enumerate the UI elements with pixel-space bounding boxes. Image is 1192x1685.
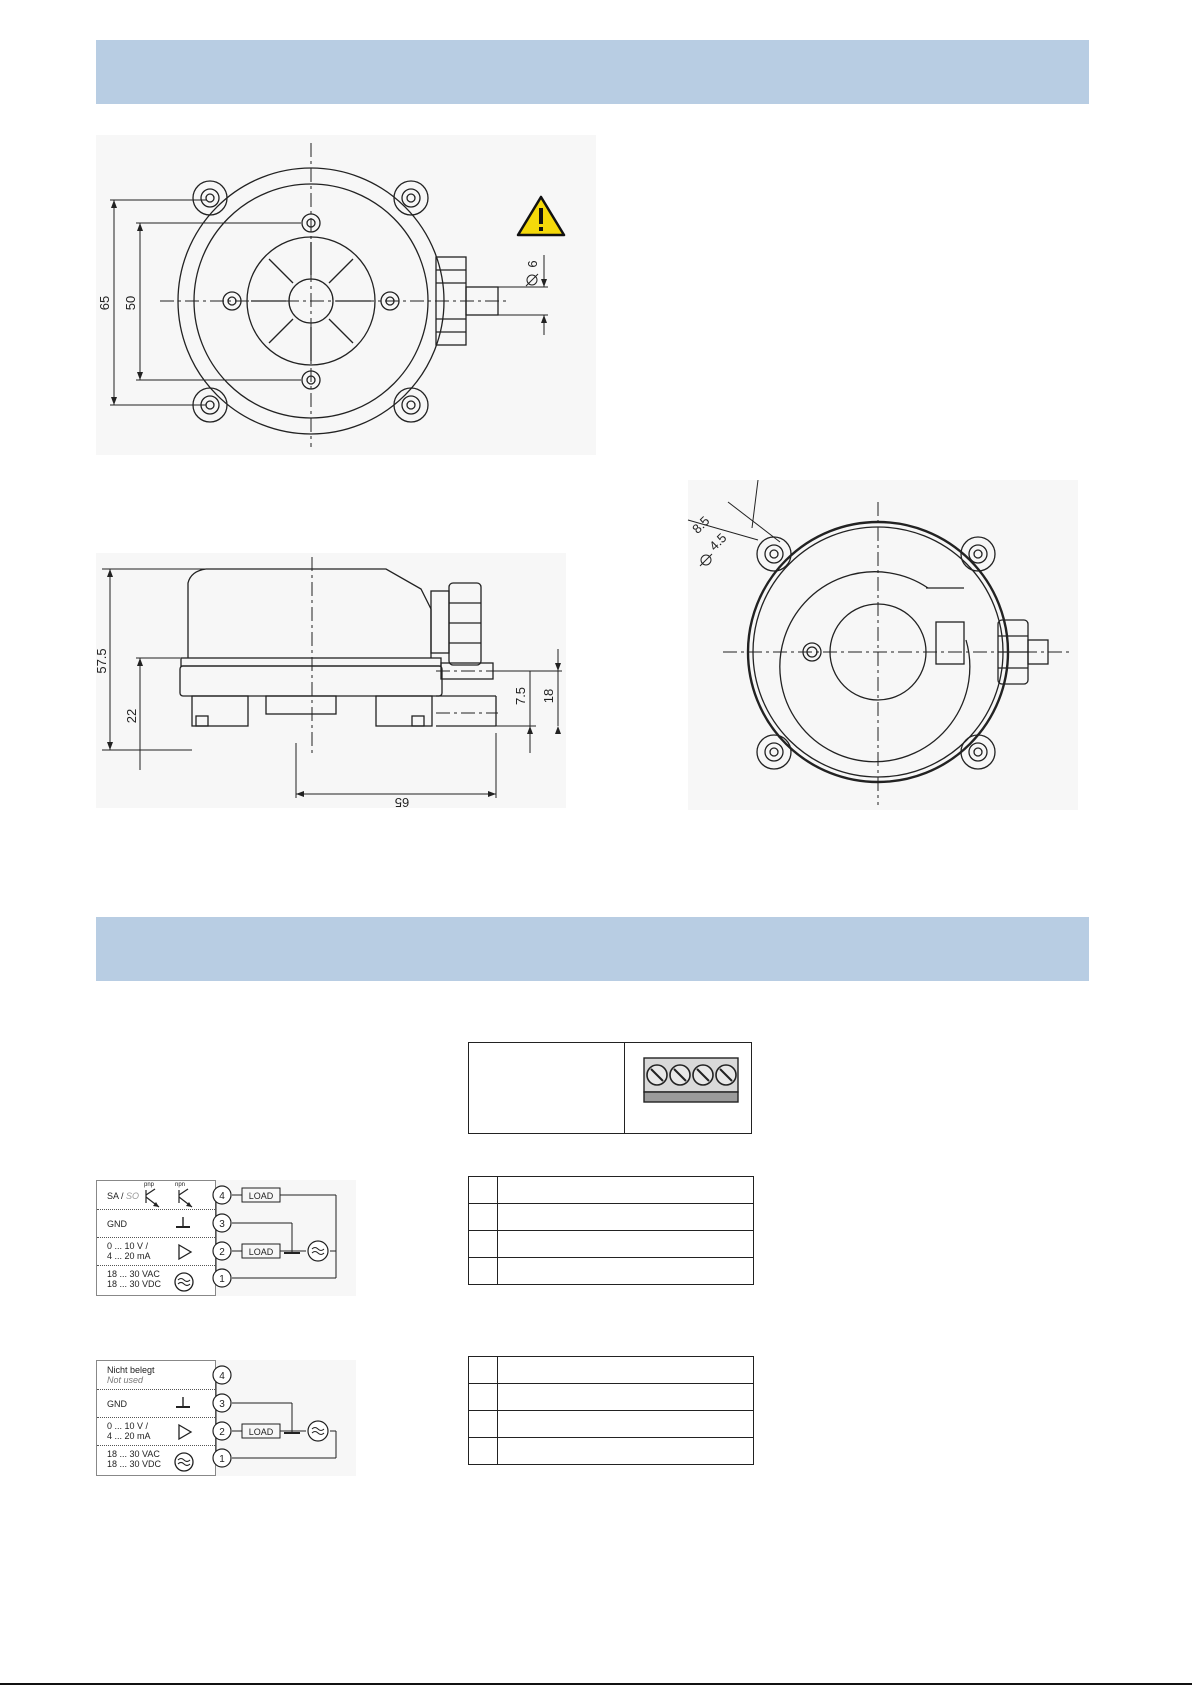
terminal-box-divider <box>624 1043 625 1133</box>
table-cell <box>469 1231 498 1258</box>
wiring-diagram-analog <box>96 1360 356 1476</box>
dim-width: 65 <box>394 795 410 810</box>
row-label-signal <box>107 1191 139 1201</box>
pin-number-3: 3 <box>219 1219 225 1230</box>
wiring-diagram-switch <box>96 1180 356 1296</box>
supply-icon <box>308 1421 328 1441</box>
row-label-line2: Not used <box>107 1375 144 1385</box>
row-label-supply <box>107 1449 161 1469</box>
load-label: LOAD <box>248 1247 274 1257</box>
pin-number-1: 1 <box>219 1454 225 1465</box>
table-cell <box>469 1177 498 1204</box>
front-view-drawing <box>96 135 596 455</box>
row-label-line2: 4 ... 20 mA <box>107 1431 151 1441</box>
pin-table-analog <box>468 1356 754 1465</box>
dim-hole-diameter: 4.5 <box>706 530 730 554</box>
row-label-analog <box>107 1241 151 1261</box>
supply-icon <box>308 1241 328 1261</box>
table-cell <box>469 1204 498 1231</box>
table-cell <box>469 1357 498 1384</box>
amplifier-icon <box>177 1243 193 1261</box>
load-label: LOAD <box>248 1191 274 1201</box>
table-cell <box>498 1258 754 1285</box>
row-label-line1: SA / SO <box>107 1191 140 1201</box>
pnp-label: pnp <box>144 1182 155 1188</box>
dim-hole-spacing: 50 <box>123 295 138 311</box>
row-label-analog <box>107 1421 151 1441</box>
dim-edge-offset: 8.5 <box>689 513 713 537</box>
terminal-block-icon <box>643 1057 739 1107</box>
row-label-line1: 0 ... 10 V / <box>107 1421 149 1431</box>
table-row <box>469 1231 754 1258</box>
row-divider <box>97 1237 215 1238</box>
pin-number-4: 4 <box>219 1371 225 1382</box>
amplifier-icon <box>177 1423 193 1441</box>
npn-label: npn <box>175 1182 186 1188</box>
transistor-icon <box>141 1187 211 1209</box>
ac-dc-supply-icon <box>173 1451 195 1473</box>
section-header-band-1 <box>96 40 1089 104</box>
row-label-line1: 18 ... 30 VAC <box>107 1269 160 1279</box>
dim-outer-height: 65 <box>97 295 112 311</box>
pin-table-switch <box>468 1176 754 1285</box>
row-label-line1: 18 ... 30 VAC <box>107 1449 160 1459</box>
row-divider <box>97 1265 215 1266</box>
table-row <box>469 1438 754 1465</box>
ac-dc-supply-icon <box>173 1271 195 1293</box>
table-row <box>469 1258 754 1285</box>
table-cell <box>498 1411 754 1438</box>
row-label-line1: Nicht belegt <box>107 1365 155 1375</box>
pin-number-2: 2 <box>219 1247 225 1258</box>
row-label-gnd: GND <box>107 1399 127 1409</box>
rear-view-drawing <box>688 480 1078 810</box>
table-cell <box>498 1384 754 1411</box>
row-label-so: SO <box>123 1191 140 1201</box>
table-row <box>469 1384 754 1411</box>
dim-port-height: 18 <box>541 688 556 704</box>
side-view-drawing <box>96 553 566 808</box>
pin-number-3: 3 <box>219 1399 225 1410</box>
table-cell <box>469 1438 498 1465</box>
table-cell <box>498 1204 754 1231</box>
row-divider <box>97 1209 215 1210</box>
row-label-line2: 4 ... 20 mA <box>107 1251 151 1261</box>
table-cell <box>498 1231 754 1258</box>
table-row <box>469 1357 754 1384</box>
table-cell <box>469 1258 498 1285</box>
dim-port-diameter: 6 <box>525 260 540 268</box>
section-header-band-2 <box>96 917 1089 981</box>
row-label-gnd: GND <box>107 1219 127 1229</box>
ground-icon <box>175 1215 191 1231</box>
dim-total-height: 57.5 <box>94 648 109 674</box>
pin-number-2: 2 <box>219 1427 225 1438</box>
table-cell <box>498 1438 754 1465</box>
row-divider <box>97 1445 215 1446</box>
wiring-lines <box>206 1360 356 1476</box>
row-label-line1: 0 ... 10 V / <box>107 1241 149 1251</box>
table-row <box>469 1411 754 1438</box>
dim-port-offset: 7.5 <box>513 686 528 706</box>
pin-number-4: 4 <box>219 1191 225 1202</box>
row-label-line2: 18 ... 30 VDC <box>107 1459 162 1469</box>
table-cell <box>469 1411 498 1438</box>
terminal-box <box>468 1042 752 1134</box>
table-cell <box>469 1384 498 1411</box>
ground-icon <box>175 1395 191 1411</box>
table-row <box>469 1204 754 1231</box>
wiring-label-column <box>96 1360 216 1476</box>
row-divider <box>97 1389 215 1390</box>
wiring-label-column <box>96 1180 216 1296</box>
row-label-line2: 18 ... 30 VDC <box>107 1279 162 1289</box>
table-cell <box>498 1177 754 1204</box>
load-label: LOAD <box>248 1427 274 1437</box>
row-label-supply <box>107 1269 161 1289</box>
dim-base-height: 22 <box>124 708 139 724</box>
row-label-unused <box>107 1365 155 1385</box>
row-divider <box>97 1417 215 1418</box>
table-row <box>469 1177 754 1204</box>
pin-number-1: 1 <box>219 1274 225 1285</box>
table-cell <box>498 1357 754 1384</box>
wiring-lines <box>206 1180 356 1296</box>
